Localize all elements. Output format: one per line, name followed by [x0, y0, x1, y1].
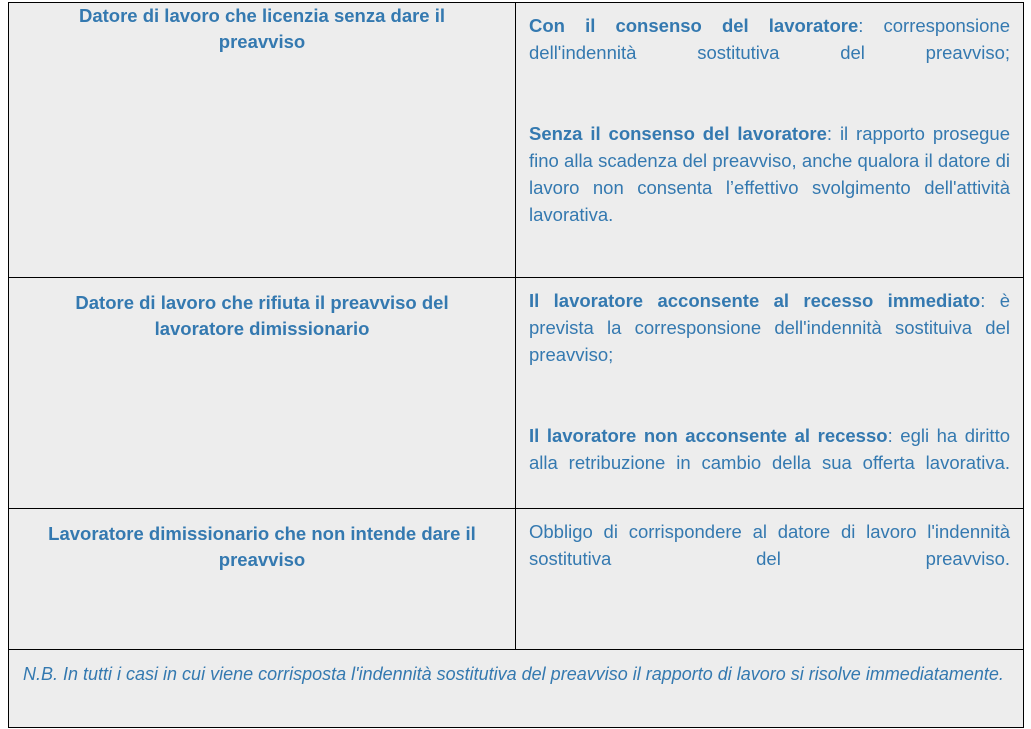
effect-body: Obbligo di corrispondere al datore di lavoro l'indennità sostitutiva del preavviso.	[529, 520, 1010, 569]
effect-lead: Con il consenso del lavoratore	[529, 15, 859, 36]
note-cell	[9, 649, 1024, 727]
effect-lead: Il lavoratore acconsente al recesso immediato	[529, 290, 981, 311]
effect-separator: :	[826, 122, 840, 144]
effect-paragraph	[529, 287, 1010, 396]
effect-paragraph	[529, 120, 1010, 256]
case-cell-row-3	[9, 508, 516, 649]
preavviso-table-container	[8, 2, 1023, 715]
table-row	[9, 508, 1024, 649]
effect-body: il rapporto prosegue fino alla scadenza del preavviso, anche qualora il datore di lavoro non consenta l’effettivo svolgimento dell'attività lavorativa.	[529, 122, 1010, 226]
effect-paragraph	[529, 12, 1010, 94]
case-label-row-1: Datore di lavoro che licenzia senza dare il preavviso	[78, 5, 446, 53]
effect-cell-row-1	[516, 3, 1024, 278]
preavviso-table	[8, 2, 1024, 728]
effect-paragraph	[529, 422, 1010, 504]
case-cell-row-2	[9, 278, 516, 509]
table-row	[9, 3, 1024, 278]
effect-body: egli ha diritto alla retribuzione in cambio della sua offerta lavorativa.	[529, 425, 1010, 474]
effect-text-row-2	[516, 278, 1023, 508]
table-note-row	[9, 649, 1024, 727]
note-text: N.B. In tutti i casi in cui viene corrisposta l'indennità sostitutiva del preavviso il rapporto di lavoro si risolve immediatamente.	[23, 663, 1004, 684]
effect-body: corresponsione dell'indennità sostitutiva del preavviso;	[529, 15, 1011, 64]
effect-text-row-1	[516, 3, 1023, 260]
effect-separator: :	[887, 425, 901, 447]
effect-body: è prevista la corresponsione dell'indennità sostituiva del preavviso;	[529, 290, 1010, 366]
effect-text-row-3	[516, 509, 1023, 604]
table-row	[9, 278, 1024, 509]
effect-lead: Il lavoratore non acconsente al recesso	[529, 425, 888, 447]
effect-cell-row-3	[516, 508, 1024, 649]
effect-separator: :	[980, 290, 1000, 311]
effect-separator: :	[858, 15, 884, 36]
effect-lead: Senza il consenso del lavoratore	[529, 122, 827, 144]
case-label-row-3: Lavoratore dimissionario che non intende dare il preavviso	[48, 522, 476, 570]
effect-paragraph	[529, 518, 1010, 600]
case-label-row-2: Datore di lavoro che rifiuta il preavviso del lavoratore dimissionario	[75, 292, 449, 340]
case-cell-row-1	[9, 3, 516, 278]
effect-cell-row-2	[516, 278, 1024, 509]
